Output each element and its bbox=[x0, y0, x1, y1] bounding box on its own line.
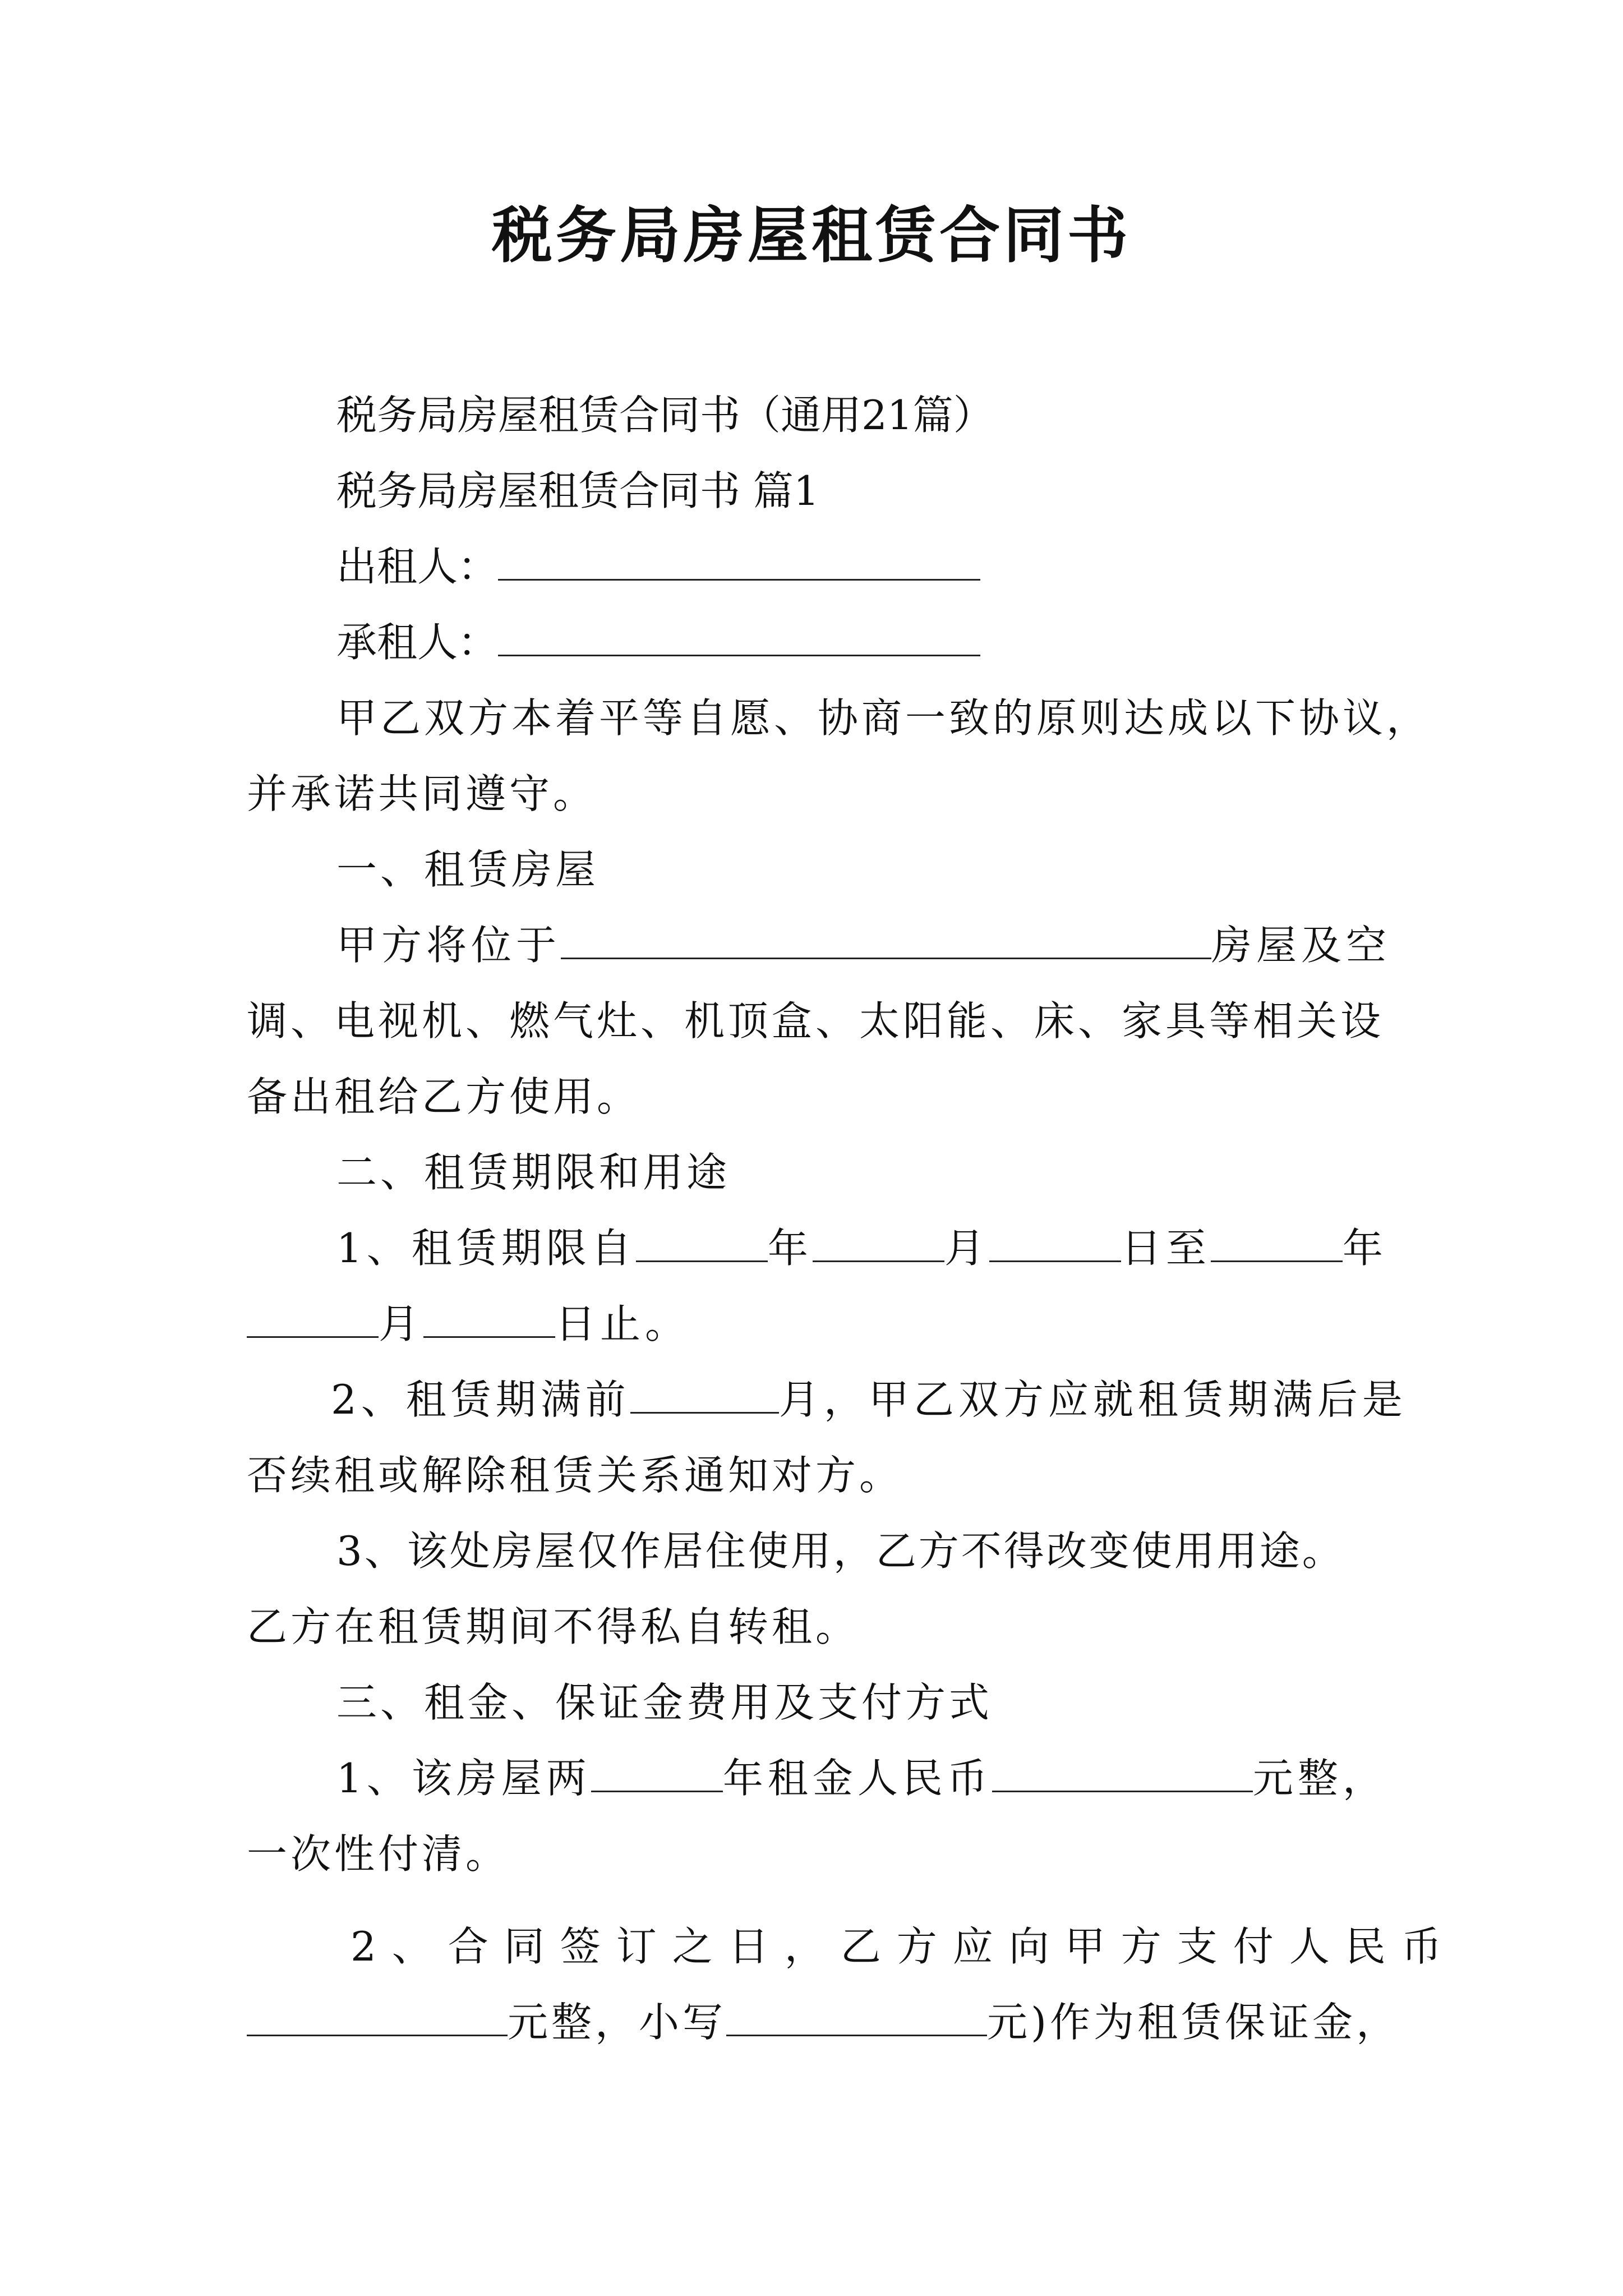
start-year-blank[interactable] bbox=[636, 1220, 768, 1262]
subtitle: 税务局房屋租赁合同书（通用21篇） bbox=[336, 392, 994, 439]
s2-c1-year-2: 年 bbox=[1342, 1225, 1387, 1272]
s2-c1-text-a: 1、租赁期限自 bbox=[336, 1225, 636, 1272]
s2-c1-end: 日止。 bbox=[555, 1300, 690, 1347]
s3-c1-text-b: 年租金人民币 bbox=[722, 1755, 992, 1802]
lessor-label: 出租人： bbox=[336, 543, 499, 590]
s2-c1-month: 月 bbox=[944, 1225, 989, 1272]
s2-c1-day-to: 日至 bbox=[1121, 1225, 1211, 1272]
section-2-heading: 二、租赁期限和用途 bbox=[336, 1149, 731, 1196]
s2-c2-line-2: 否续租或解除租赁关系通知对方。 bbox=[247, 1452, 903, 1499]
s1-line-1 bbox=[336, 917, 1391, 973]
lessor-line bbox=[336, 539, 980, 595]
s2-c2-line-1 bbox=[331, 1372, 1407, 1428]
s3-c1-text-a: 1、该房屋两 bbox=[336, 1755, 591, 1802]
s3-c1-line-1 bbox=[336, 1750, 1387, 1806]
deposit-figure-blank[interactable] bbox=[726, 1994, 987, 2036]
s1-line-2: 调、电视机、燃气灶、机顶盒、太阳能、床、家具等相关设 bbox=[247, 997, 1385, 1045]
end-year-blank[interactable] bbox=[1211, 1220, 1343, 1262]
s3-c1-line-2: 一次性付清。 bbox=[247, 1830, 510, 1878]
s2-c3-line-2: 乙方在租赁期间不得私自转租。 bbox=[247, 1603, 860, 1650]
start-month-blank[interactable] bbox=[813, 1220, 944, 1262]
s1-text-a: 甲方将位于 bbox=[336, 922, 561, 969]
lessor-blank[interactable] bbox=[498, 539, 980, 581]
s2-c2-text-a: 2、租赁期满前 bbox=[331, 1376, 630, 1423]
s3-c2-text-a: 元整，小写 bbox=[508, 1999, 727, 2046]
years-blank[interactable] bbox=[591, 1750, 723, 1792]
deposit-words-blank[interactable] bbox=[247, 1994, 508, 2036]
s1-line-3: 备出租给乙方使用。 bbox=[247, 1073, 641, 1120]
lessee-blank[interactable] bbox=[498, 614, 980, 656]
s2-c1-month-2: 月 bbox=[379, 1300, 424, 1347]
intro-line-2: 并承诺共同遵守。 bbox=[247, 770, 597, 817]
s2-c1-line-1 bbox=[336, 1220, 1387, 1276]
chapter-heading: 税务局房屋租赁合同书 篇1 bbox=[336, 467, 819, 514]
s2-c1-line-2 bbox=[247, 1296, 690, 1352]
lessee-line bbox=[336, 614, 980, 670]
section-3-heading: 三、租金、保证金费用及支付方式 bbox=[336, 1679, 993, 1726]
s2-c3-line-1: 3、该处房屋仅作居住使用，乙方不得改变使用用途。 bbox=[336, 1527, 1345, 1575]
start-day-blank[interactable] bbox=[989, 1220, 1121, 1262]
s3-c2-line-1: 2、合同签订之日，乙方应向甲方支付人民币 bbox=[351, 1923, 1458, 1970]
s2-c1-year: 年 bbox=[767, 1225, 813, 1272]
address-blank[interactable] bbox=[561, 917, 1211, 959]
lessee-label: 承租人： bbox=[336, 619, 499, 666]
end-month-blank[interactable] bbox=[247, 1296, 379, 1338]
document-title: 税务局房屋租赁合同书 bbox=[491, 200, 1131, 271]
s3-c1-text-c: 元整， bbox=[1252, 1755, 1387, 1802]
s3-c2-text-b: 元)作为租赁保证金， bbox=[987, 1999, 1400, 2046]
s3-c2-line-2 bbox=[247, 1994, 1400, 2050]
s2-c2-text-b: 月，甲乙双方应就租赁期满后是 bbox=[778, 1376, 1407, 1423]
notice-months-blank[interactable] bbox=[630, 1372, 779, 1414]
intro-line-1: 甲乙双方本着平等自愿、协商一致的原则达成以下协议， bbox=[336, 694, 1431, 742]
s1-text-b: 房屋及空 bbox=[1211, 922, 1391, 969]
end-day-blank[interactable] bbox=[423, 1296, 555, 1338]
section-1-heading: 一、租赁房屋 bbox=[336, 846, 600, 893]
rent-amount-blank[interactable] bbox=[992, 1750, 1253, 1792]
